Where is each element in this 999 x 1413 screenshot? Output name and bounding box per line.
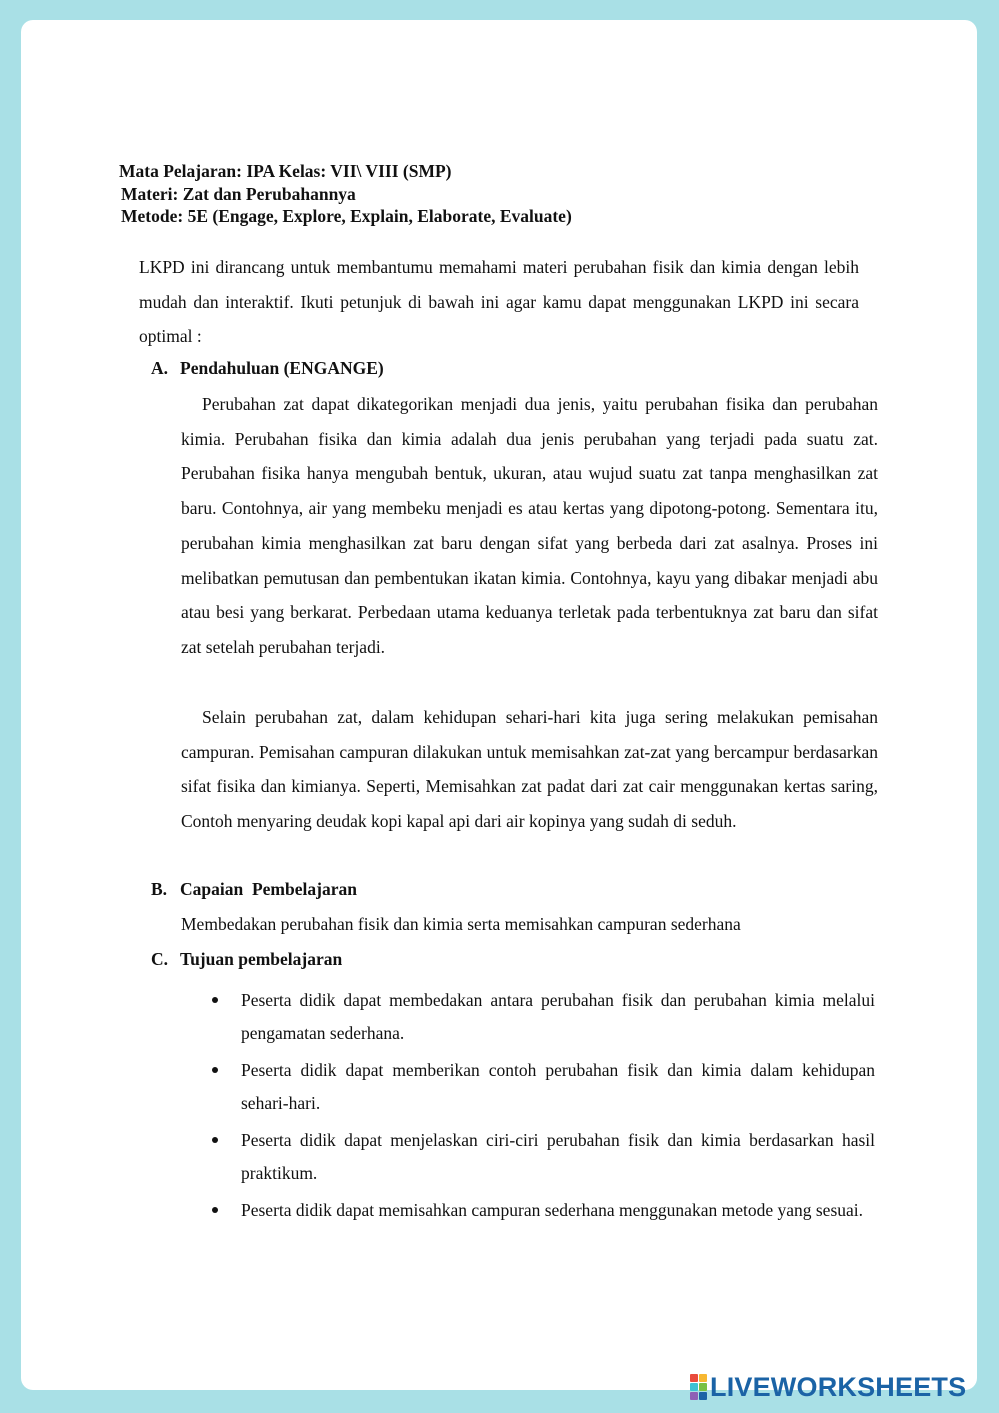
section-a-paragraph-2: Selain perubahan zat, dalam kehidupan sehari-hari kita juga sering melakukan pemisahan campuran. Pemisahan campuran dilakukan untuk memisahkan zat-zat yang bercampur berdasarkan sifat fisika dan kimianya. Seperti, Memisahkan zat padat dari zat cair menggunakan kertas saring, Contoh menyaring deudak kopi kapal api dari air kopinya yang sudah di seduh. xyxy=(181,707,878,832)
logo-block xyxy=(690,1383,698,1391)
section-c-title: Tujuan pembelajaran xyxy=(180,949,343,969)
bullet-icon xyxy=(212,1207,218,1213)
section-a-heading xyxy=(151,355,384,381)
list-item: Peserta didik dapat menjelaskan ciri-ciri perubahan fisik dan kimia berdasarkan hasil praktikum. xyxy=(209,1124,875,1190)
logo-block xyxy=(699,1374,707,1382)
header-material: Materi: Zat dan Perubahannya xyxy=(121,183,356,204)
liveworksheets-logo-text: LIVEWORKSHEETS xyxy=(710,1372,967,1402)
header-subject-class: Mata Pelajaran: IPA Kelas: VII\ VIII (SMP) xyxy=(119,161,452,181)
liveworksheets-logo[interactable] xyxy=(690,1370,966,1404)
intro-paragraph: LKPD ini dirancang untuk membantumu memahami materi perubahan fisik dan kimia dengan lebih mudah dan interaktif. Ikuti petunjuk di bawah ini agar kamu dapat menggunakan LKPD ini secara optimal : xyxy=(139,257,859,346)
learning-objectives-list xyxy=(209,984,875,1231)
list-item: Peserta didik dapat membedakan antara perubahan fisik dan perubahan kimia melalui pengamatan sederhana. xyxy=(209,984,875,1050)
bullet-icon xyxy=(212,1067,218,1073)
section-b-letter: B. xyxy=(151,879,168,899)
list-item: Peserta didik dapat memisahkan campuran sederhana menggunakan metode yang sesuai. xyxy=(209,1194,875,1227)
bullet-icon xyxy=(212,997,218,1003)
section-a-letter: A. xyxy=(151,358,169,378)
section-c-heading xyxy=(151,946,342,972)
section-a-paragraph-1: Perubahan zat dapat dikategorikan menjadi dua jenis, yaitu perubahan fisika dan perubahan kimia. Perubahan fisika dan kimia adalah dua jenis perubahan yang terjadi pada suatu zat. Perubahan fisika hanya mengubah bentuk, ukuran, atau wujud suatu zat tanpa menghasilkan zat baru. Contohnya, air yang membeku menjadi es atau kertas yang dipotong-potong. Sementara itu, perubahan kimia menghasilkan zat baru dengan sifat yang berbeda dari zat asalnya. Proses ini melibatkan pemutusan dan pembentukan ikatan kimia. Contohnya, kayu yang dibakar menjadi abu atau besi yang berkarat. Perbedaan utama keduanya terletak pada terbentuknya zat baru dan sifat zat setelah perubahan terjadi. xyxy=(181,394,878,657)
section-b-heading xyxy=(151,876,357,902)
section-b-text: Membedakan perubahan fisik dan kimia serta memisahkan campuran sederhana xyxy=(181,914,741,934)
logo-block xyxy=(690,1392,698,1400)
section-a-title: Pendahuluan (ENGANGE) xyxy=(180,358,384,378)
liveworksheets-logo-icon xyxy=(690,1374,707,1400)
bullet-icon xyxy=(212,1137,218,1143)
logo-block xyxy=(699,1392,707,1400)
document-header xyxy=(119,160,572,228)
logo-block xyxy=(690,1374,698,1382)
logo-block xyxy=(699,1383,707,1391)
worksheet-page xyxy=(21,20,977,1402)
section-b-title: Capaian Pembelajaran xyxy=(180,879,357,899)
header-method: Metode: 5E (Engage, Explore, Explain, Elaborate, Evaluate) xyxy=(121,206,572,226)
list-item: Peserta didik dapat memberikan contoh perubahan fisik dan kimia dalam kehidupan sehari-hari. xyxy=(209,1054,875,1120)
section-c-letter: C. xyxy=(151,949,169,969)
